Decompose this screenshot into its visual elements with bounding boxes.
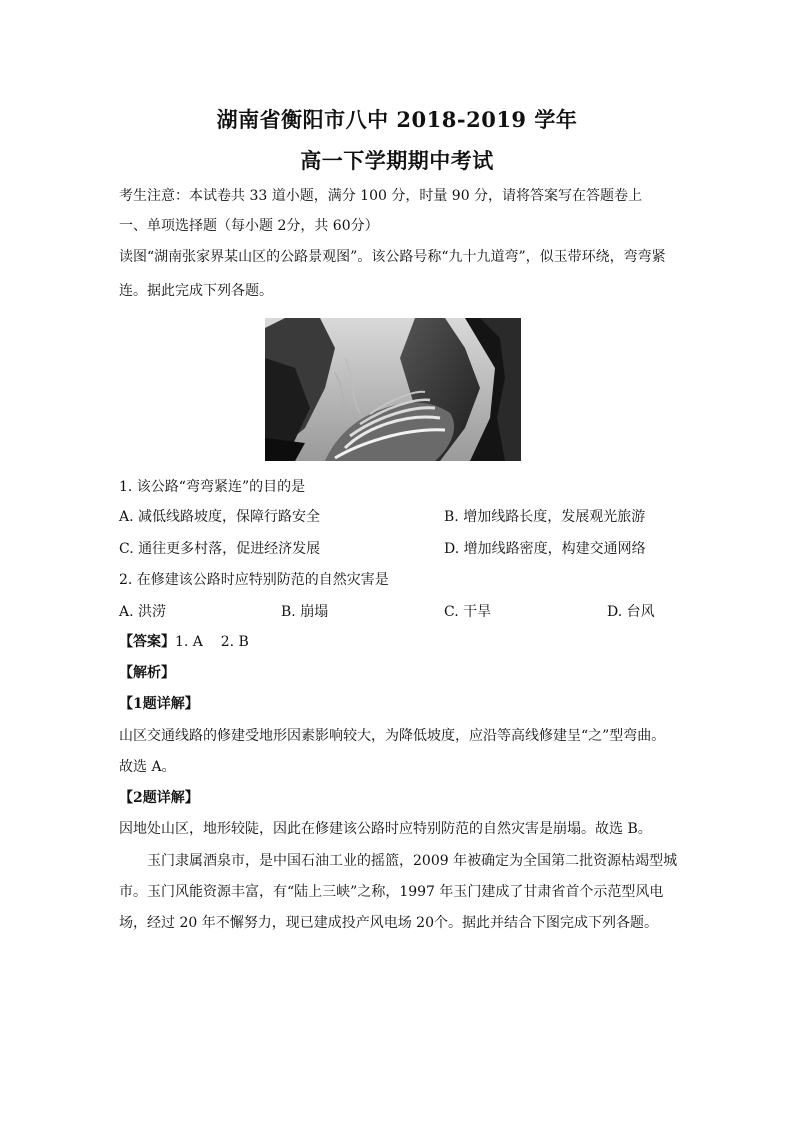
answer-label: 【答案】 bbox=[119, 634, 175, 650]
q1-option-a: A. 减低线路坡度，保障行路安全 bbox=[119, 509, 321, 525]
section-intro-line1: 读图“湖南张家界某山区的公路景观图”。该公路号称“九十九道弯”，似玉带环绕，弯弯紧 bbox=[119, 249, 666, 265]
q1-option-d: D. 增加线路密度，构建交通网络 bbox=[444, 541, 646, 557]
q1-options-row2 bbox=[119, 539, 679, 559]
passage2-line2: 市。玉门风能资源丰富，有“陆上三峡”之称，1997 年玉门建成了甘肃省首个示范型风电 bbox=[119, 884, 664, 900]
detail2-line1: 因地处山区，地形较陡，因此在修建该公路时应特别防范的自然灾害是崩塌。故选 B。 bbox=[119, 821, 652, 837]
detail2-label: 【2题详解】 bbox=[119, 790, 199, 806]
q2-option-c: C. 干旱 bbox=[444, 604, 492, 620]
exam-title-line2: 高一下学期期中考试 bbox=[300, 148, 494, 173]
q2-option-a: A. 洪涝 bbox=[119, 604, 167, 620]
q1-stem: 1. 该公路“弯弯紧连”的目的是 bbox=[119, 479, 306, 495]
passage2-line3: 场，经过 20 年不懈努力，现已建成投产风电场 20个。据此并结合下图完成下列各题。 bbox=[119, 915, 658, 931]
section-intro-line2: 连。据此完成下列各题。 bbox=[119, 283, 273, 299]
detail1-label: 【1题详解】 bbox=[119, 696, 199, 712]
passage2-line1: 玉门隶属酒泉市，是中国石油工业的摇篮，2009 年被确定为全国第二批资源枯竭型城 bbox=[147, 853, 678, 869]
exam-notice: 考生注意：本试卷共 33 道小题，满分 100 分，时量 90 分，请将答案写在答题卷上 bbox=[119, 188, 643, 204]
exam-title-line1: 湖南省衡阳市八中 2018-2019 学年 bbox=[216, 107, 578, 132]
answer-line bbox=[119, 632, 249, 652]
q2-option-b: B. 崩塌 bbox=[281, 604, 329, 620]
q1-option-b: B. 增加线路长度，发展观光旅游 bbox=[444, 509, 646, 525]
answer-text: 1. A 2. B bbox=[175, 634, 249, 650]
section-heading: 一、单项选择题（每小题 2分，共 60分） bbox=[119, 218, 379, 234]
detail1-line2: 故选 A。 bbox=[119, 759, 176, 775]
q2-option-d: D. 台风 bbox=[607, 604, 655, 620]
q2-stem: 2. 在修建该公路时应特别防范的自然灾害是 bbox=[119, 572, 389, 588]
analysis-label: 【解析】 bbox=[119, 665, 175, 681]
q1-option-c: C. 通往更多村落，促进经济发展 bbox=[119, 541, 321, 557]
q1-options-row1 bbox=[119, 507, 679, 527]
detail1-line1: 山区交通线路的修建受地形因素影响较大，为降低坡度，应沿等高线修建呈“之”型弯曲。 bbox=[119, 728, 666, 744]
mountain-road-photo bbox=[265, 318, 521, 461]
